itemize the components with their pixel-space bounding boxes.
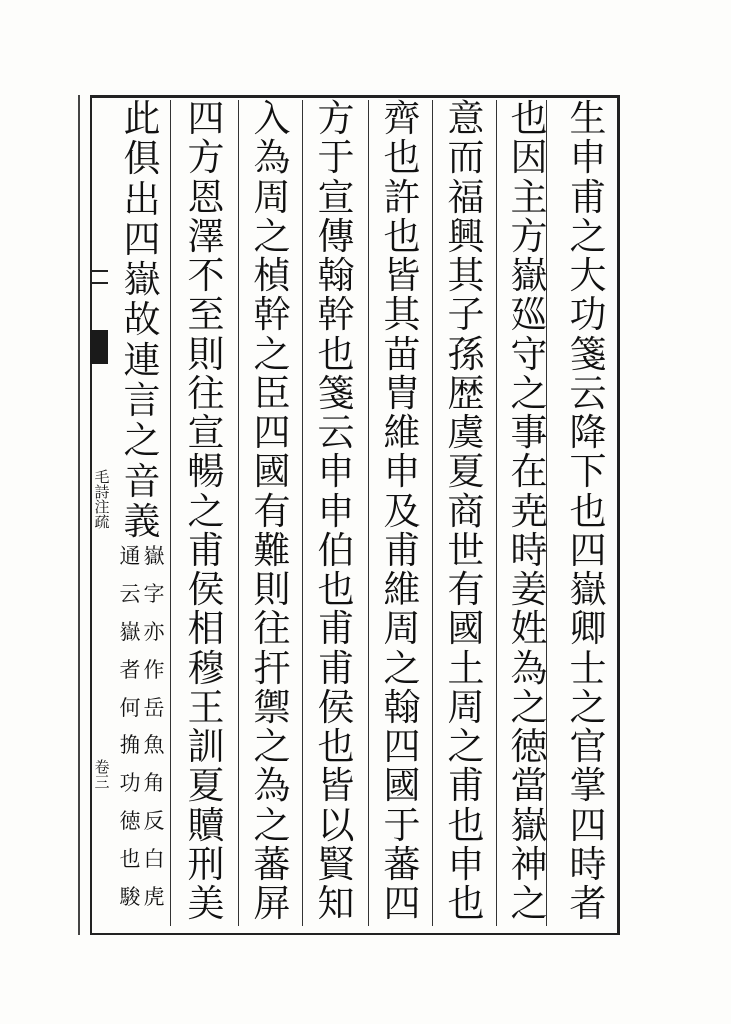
text-char: 降 [569, 411, 607, 454]
column-rule [368, 100, 369, 926]
text-char: 維 [383, 568, 421, 611]
column-rule [496, 100, 497, 926]
text-char: 箋 [569, 332, 607, 376]
text-char: 連 [123, 338, 161, 382]
text-char: 四 [383, 882, 421, 925]
text-char: 者 [569, 882, 607, 925]
text-char: 姓 [510, 607, 548, 651]
text-char: 時 [569, 842, 607, 886]
text-char: 之 [510, 685, 548, 729]
text-char: 神 [510, 842, 548, 886]
commentary-char: 駿 [119, 884, 141, 909]
text-char: 卿 [569, 607, 607, 651]
text-char: 之 [383, 646, 421, 690]
gutter-title-char: 詩 [94, 483, 110, 501]
text-char: 世 [447, 528, 485, 572]
text-char: 賢 [317, 842, 355, 886]
commentary-char: 反 [143, 809, 165, 834]
text-char: 申 [569, 136, 607, 180]
fishtail-mark [90, 330, 108, 364]
text-char: 也 [447, 882, 485, 925]
text-char: 嶽 [510, 803, 548, 847]
text-char: 四 [569, 528, 607, 572]
text-char: 以 [317, 803, 355, 847]
text-char: 入 [253, 97, 291, 140]
text-char: 屏 [253, 882, 291, 925]
text-char: 嶽 [569, 568, 607, 611]
text-char: 有 [447, 568, 485, 611]
text-char: 之 [253, 332, 291, 376]
text-column-1 [558, 97, 618, 925]
text-char: 故 [123, 298, 161, 342]
text-char: 皆 [383, 254, 421, 297]
text-char: 傳 [317, 214, 355, 258]
text-char: 當 [510, 764, 548, 808]
text-char: 也 [317, 725, 355, 768]
text-char: 扞 [253, 646, 291, 690]
text-column-6 [242, 97, 302, 925]
gutter-title-char: 注 [94, 498, 110, 516]
text-char: 甫 [317, 646, 355, 690]
text-char: 尭 [510, 489, 548, 533]
text-char: 主 [510, 175, 548, 219]
main-text [123, 97, 161, 543]
page-left-edge [78, 95, 90, 935]
text-char: 于 [383, 803, 421, 847]
text-char: 箋 [317, 371, 355, 415]
text-char: 胄 [383, 371, 421, 415]
text-char: 其 [447, 254, 485, 297]
commentary-line-left [120, 546, 141, 908]
text-char: 宣 [187, 411, 225, 454]
text-char: 嶽 [123, 258, 161, 302]
commentary-char: 者 [119, 657, 141, 682]
text-char: 四 [569, 803, 607, 847]
text-char: 商 [447, 489, 485, 533]
text-char: 功 [569, 293, 607, 337]
text-char: 蕃 [253, 842, 291, 886]
text-char: 方 [510, 214, 548, 258]
text-char: 下 [569, 450, 607, 494]
text-char: 甫 [447, 764, 485, 808]
commentary-char: 虎 [143, 884, 165, 909]
text-char: 澤 [187, 214, 225, 258]
text-char: 言 [123, 379, 161, 423]
text-char: 義 [123, 499, 161, 543]
text-char: 刑 [187, 842, 225, 886]
text-char: 事 [510, 411, 548, 454]
column-rule [302, 100, 303, 926]
commentary-char: 字 [143, 581, 165, 606]
text-char: 嶽 [510, 254, 548, 297]
text-char: 往 [253, 607, 291, 651]
commentary-char: 亦 [143, 619, 165, 644]
text-char: 暢 [187, 450, 225, 494]
text-char: 申 [317, 450, 355, 494]
text-char: 生 [569, 97, 607, 140]
text-char: 之 [253, 725, 291, 768]
text-char: 守 [510, 332, 548, 376]
text-char: 此 [123, 97, 161, 140]
text-char: 難 [253, 528, 291, 572]
text-char: 之 [253, 803, 291, 847]
text-char: 則 [253, 568, 291, 611]
text-char: 音 [123, 459, 161, 503]
text-char: 王 [187, 685, 225, 729]
text-char: 俱 [123, 137, 161, 181]
text-char: 甫 [569, 175, 607, 219]
gutter-page-number [94, 760, 110, 790]
column-rule [432, 100, 433, 926]
text-char: 之 [569, 214, 607, 258]
text-char: 皆 [317, 764, 355, 808]
text-char: 宣 [317, 175, 355, 219]
commentary-char: 白 [143, 847, 165, 871]
text-char: 虞 [447, 411, 485, 454]
text-char: 也 [317, 332, 355, 376]
commentary-char: 岳 [143, 695, 165, 720]
text-char: 之 [123, 419, 161, 463]
text-char: 夏 [187, 764, 225, 808]
commentary-char: 魚 [143, 733, 165, 758]
text-char: 國 [447, 607, 485, 651]
text-column-4 [372, 97, 432, 925]
gutter-page-char: 卷 [94, 758, 110, 776]
text-char: 為 [253, 136, 291, 180]
text-column-7 [176, 97, 236, 925]
text-char: 于 [317, 136, 355, 180]
commentary-char: 嶽 [119, 619, 141, 644]
text-char: 申 [317, 489, 355, 533]
gutter-mark [90, 270, 108, 284]
text-char: 四 [187, 97, 225, 140]
text-char: 也 [317, 568, 355, 611]
text-char: 大 [569, 254, 607, 297]
text-char: 之 [510, 371, 548, 415]
text-column-5 [306, 97, 366, 925]
gutter-title-char: 毛 [94, 468, 110, 486]
text-char: 及 [383, 489, 421, 533]
commentary-line-right [144, 546, 165, 908]
text-char: 子 [447, 293, 485, 337]
text-char: 申 [383, 450, 421, 494]
text-char: 也 [510, 97, 548, 140]
text-char: 蕃 [383, 842, 421, 886]
text-char: 也 [383, 136, 421, 180]
text-char: 土 [447, 646, 485, 690]
text-char: 時 [510, 528, 548, 572]
text-char: 云 [569, 371, 607, 415]
text-char: 之 [253, 214, 291, 258]
text-char: 穆 [187, 646, 225, 690]
text-char: 國 [383, 764, 421, 808]
text-char: 翰 [317, 254, 355, 297]
text-char: 甫 [317, 607, 355, 651]
text-char: 四 [383, 725, 421, 768]
text-char: 侯 [317, 685, 355, 729]
text-char: 維 [383, 411, 421, 454]
text-char: 往 [187, 371, 225, 415]
text-char: 姜 [510, 568, 548, 611]
text-char: 幹 [317, 293, 355, 337]
commentary-char: 云 [119, 581, 141, 606]
text-char: 也 [447, 803, 485, 847]
text-char: 之 [510, 882, 548, 925]
text-char: 幹 [253, 293, 291, 337]
text-char: 也 [569, 489, 607, 533]
text-char: 苗 [383, 332, 421, 376]
text-char: 興 [447, 214, 485, 258]
text-char: 方 [317, 97, 355, 140]
gutter-page-char: 三 [94, 773, 110, 791]
column-rule [238, 100, 239, 926]
text-char: 齊 [383, 97, 421, 140]
text-column-3 [436, 97, 496, 925]
text-char: 甫 [187, 528, 225, 572]
text-char: 至 [187, 293, 225, 337]
text-char: 意 [447, 97, 485, 140]
text-char: 伯 [317, 528, 355, 572]
text-char: 有 [253, 489, 291, 533]
text-char: 孫 [447, 332, 485, 376]
text-char: 贖 [187, 803, 225, 847]
text-char: 之 [187, 489, 225, 533]
text-char: 甫 [383, 528, 421, 572]
text-char: 周 [447, 685, 485, 729]
text-char: 知 [317, 882, 355, 925]
text-char: 國 [253, 450, 291, 494]
text-char: 許 [383, 175, 421, 219]
text-char: 不 [187, 254, 225, 297]
gutter-book-title [94, 470, 110, 530]
text-char: 美 [187, 882, 225, 925]
text-char: 士 [569, 646, 607, 690]
text-char: 歴 [447, 371, 485, 415]
text-char: 四 [123, 217, 161, 261]
commentary-char: 何 [119, 695, 141, 720]
text-char: 申 [447, 842, 485, 886]
text-char: 翰 [383, 685, 421, 729]
commentary-char: 功 [119, 771, 141, 796]
text-char: 云 [317, 411, 355, 454]
text-char: 恩 [187, 175, 225, 219]
commentary-char: 嶽 [143, 544, 165, 568]
text-char: 方 [187, 136, 225, 180]
text-char: 臣 [253, 371, 291, 415]
text-char: 則 [187, 332, 225, 376]
commentary-char: 作 [143, 657, 165, 682]
text-char: 掌 [569, 764, 607, 808]
text-char: 之 [569, 685, 607, 729]
text-char: 在 [510, 450, 548, 494]
text-char: 福 [447, 175, 485, 219]
text-char: 周 [253, 175, 291, 219]
commentary-char: 也 [119, 847, 141, 871]
text-char: 徳 [510, 725, 548, 768]
text-char: 四 [253, 411, 291, 454]
text-char: 侯 [187, 568, 225, 611]
text-char: 而 [447, 136, 485, 180]
commentary-block [120, 546, 165, 908]
text-char: 周 [383, 607, 421, 651]
commentary-char: 通 [119, 544, 141, 568]
text-char: 官 [569, 725, 607, 768]
text-char: 訓 [187, 725, 225, 768]
text-char: 出 [123, 177, 161, 221]
commentary-char: 捔 [119, 733, 141, 758]
text-char: 其 [383, 293, 421, 337]
text-char: 也 [383, 214, 421, 258]
text-char: 相 [187, 607, 225, 651]
text-char: 為 [253, 764, 291, 808]
text-char: 之 [447, 725, 485, 768]
text-char: 夏 [447, 450, 485, 494]
gutter-title-char: 疏 [94, 513, 110, 531]
text-char: 因 [510, 136, 548, 180]
text-char: 廵 [510, 293, 548, 337]
commentary-char: 角 [143, 771, 165, 796]
commentary-char: 徳 [119, 809, 141, 834]
text-char: 為 [510, 646, 548, 690]
text-char: 禦 [253, 685, 291, 729]
text-column-2 [500, 97, 558, 925]
text-column-8 [112, 97, 172, 922]
text-char: 楨 [253, 254, 291, 297]
